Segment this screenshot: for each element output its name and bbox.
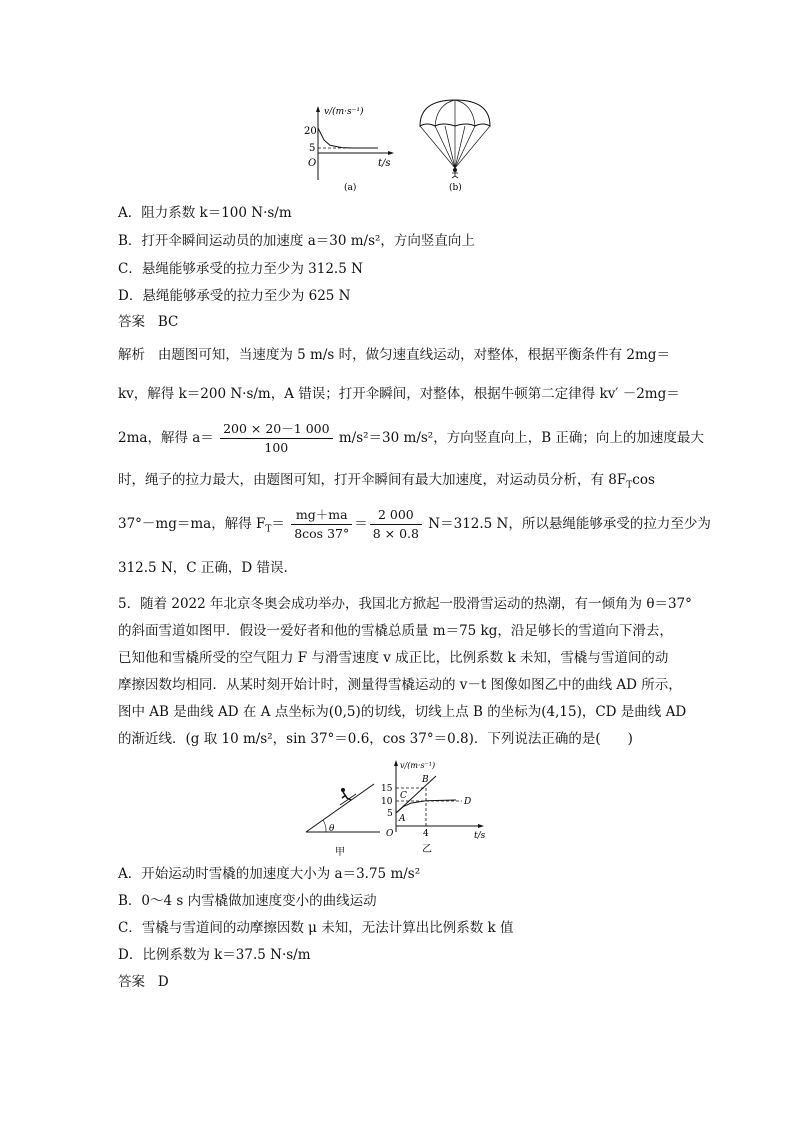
figure-parachute-b xyxy=(415,96,495,196)
option-b-2: B．0～4 s 内雪橇做加速度变小的曲线运动 xyxy=(118,893,377,909)
graph-yi-ytick-5: 5 xyxy=(387,809,393,819)
q5-line-3: 已知他和雪橇所受的空气阻力 F 与滑雪速度 v 成正比，比例系数 k 未知，雪橇与雪道间的动 xyxy=(118,650,669,666)
graph-yi-ylabel: v/(m·s⁻¹) xyxy=(400,761,436,770)
option-c-1: C．悬绳能够承受的拉力至少为 312.5 N xyxy=(118,261,363,277)
analysis-line-3: 2ma，解得 a＝ $\frac{200 \times 20-1 000}{100}$ m/s²＝30 m/s²，方向竖直向上，B 正确；向上的加速度最大 xyxy=(118,421,704,455)
graph-yi-caption: 乙 xyxy=(422,844,432,855)
q5-line-4: 摩擦因数均相同．从某时刻开始计时，测量得雪橇运动的 v－t 图像如图乙中的曲线 AD 所示， xyxy=(118,677,682,693)
graph-a-xlabel: t/s xyxy=(378,158,391,169)
option-c-2: C．雪橇与雪道间的动摩擦因数 μ 未知，无法计算出比例系数 k 值 xyxy=(118,920,514,936)
graph-a-ytick-20: 20 xyxy=(304,126,317,137)
fraction-acceleration: $\frac{200 \times 20-1 000}{100}$ xyxy=(220,420,332,457)
option-d-2: D．比例系数为 k＝37.5 N·s/m xyxy=(118,947,311,963)
graph-yi-xlabel: t/s xyxy=(474,831,486,841)
graph-yi-ytick-10: 10 xyxy=(381,797,393,807)
graph-yi-label-d: D xyxy=(464,797,472,807)
analysis-line-2: kv，解得 k＝200 N·s/m，A 错误；打开伞瞬间，对整体，根据牛顿第二定律得 kv′ －2mg＝ xyxy=(118,386,680,402)
graph-a-ylabel: v/(m·s⁻¹) xyxy=(324,107,364,117)
graph-a-caption: (a) xyxy=(344,183,357,193)
graph-yi-label-b: B xyxy=(422,775,429,785)
q5-line-1: 5．随着 2022 年北京冬奥会成功举办，我国北方掀起一股滑雪运动的热潮，有一倾角为 θ＝37° xyxy=(118,596,692,612)
analysis-line-1: 解析 由题图可知，当速度为 5 m/s 时，做匀速直线运动，对整体，根据平衡条件有 2mg＝ xyxy=(118,347,670,363)
slope-caption: 甲 xyxy=(335,847,345,858)
fraction-tension-2: $\frac{2 000}{8 \times 0.8}$ xyxy=(370,506,422,543)
option-a-1: A．阻力系数 k＝100 N·s/m xyxy=(118,205,292,221)
option-b-1: B．打开伞瞬间运动员的加速度 a＝30 m/s²，方向竖直向上 xyxy=(118,233,475,249)
figure-velocity-graph-yi xyxy=(380,756,490,856)
analysis-line-5: 37°－mg＝ma，解得 $F_T=$ $\frac{mg+ma}{8\cos 37^\circ}$ ＝ $\frac{2 000}{8 \times 0.8}$ N＝312.5 N，所以悬绳能够承受的拉力至少为 xyxy=(118,507,711,541)
q5-line-2: 的斜面雪道如图甲．假设一爱好者和他的雪橇总质量 m＝75 kg，沿足够长的雪道向下滑去， xyxy=(118,623,673,639)
option-a-2: A．开始运动时雪橇的加速度大小为 a＝3.75 m/s² xyxy=(118,866,421,882)
graph-yi-origin: O xyxy=(386,829,394,839)
graph-yi-label-c: C xyxy=(400,791,407,801)
graph-yi-xtick-4: 4 xyxy=(423,829,429,839)
parachute-caption: (b) xyxy=(449,183,462,193)
answer-1: 答案 BC xyxy=(118,314,179,330)
q5-line-5: 图中 AB 是曲线 AD 在 A 点坐标为(0,5)的切线，切线上点 B 的坐标为(4,15)，CD 是曲线 AD xyxy=(118,704,687,720)
fraction-tension-1: $\frac{mg+ma}{8\cos 37^\circ}$ xyxy=(291,506,352,543)
figure-velocity-graph-a xyxy=(300,100,410,195)
graph-a-origin: O xyxy=(308,158,317,169)
q5-line-6: 的渐近线．(g 取 10 m/s²，sin 37°＝0.6，cos 37°＝0.8)．下列说法正确的是( ) xyxy=(118,731,633,747)
analysis-line-6: 312.5 N，C 正确，D 错误. xyxy=(118,560,288,576)
answer-2: 答案 D xyxy=(118,974,169,990)
figure-slope-jia xyxy=(302,772,384,862)
slope-angle: θ xyxy=(329,824,335,834)
analysis-line-4: 时，绳子的拉力最大，由题图可知，打开伞瞬间有最大加速度，对运动员分析，有 $8F_T\cos$ xyxy=(118,472,655,491)
graph-a-ytick-5: 5 xyxy=(309,143,316,154)
graph-yi-ytick-15: 15 xyxy=(381,784,393,794)
graph-yi-label-a: A xyxy=(399,814,406,824)
option-d-1: D．悬绳能够承受的拉力至少为 625 N xyxy=(118,288,351,304)
